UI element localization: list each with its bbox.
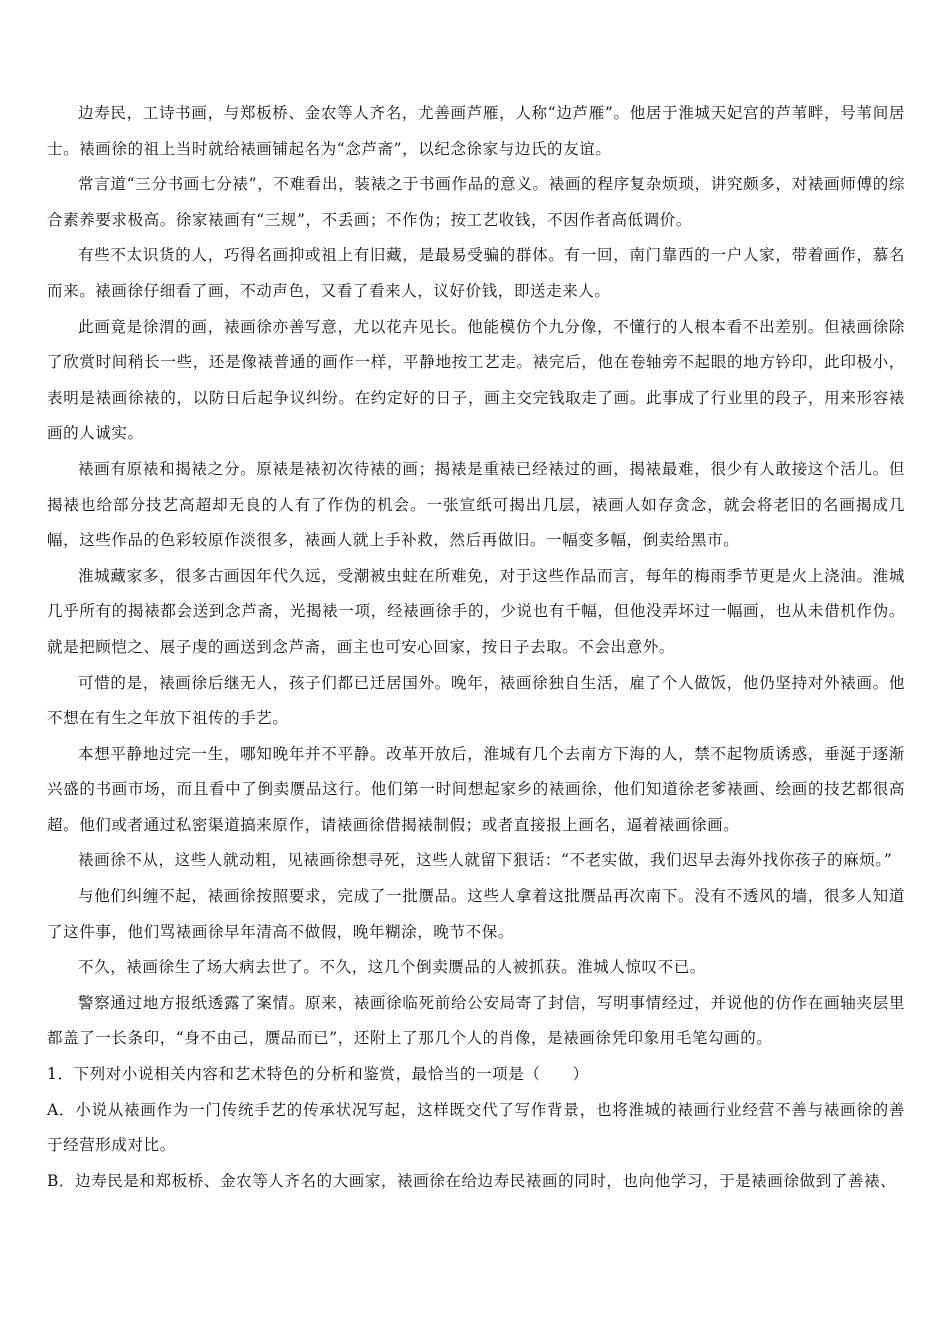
paragraph-2: 常言道“三分书画七分裱”，不难看出，装裱之于书画作品的意义。裱画的程序复杂烦琐，讲究颇多，对裱画师傅的综合素养要求极高。徐家裱画有“三规”，不丢画；不作伪；按工艺收钱，不因作者高低调价。 [47,175,905,229]
paragraph-7: 可惜的是，裱画徐后继无人，孩子们都已迁居国外。晚年，裱画徐独自生活，雇了个人做饭，他仍坚持对外裱画。他不想在有生之年放下祖传的手艺。 [47,673,905,728]
option-a[interactable]: A．小说从裱画作为一门传统手艺的传承状况写起，这样既交代了写作背景，也将淮城的裱画行业经营不善与裱画徐的善于经营形成对比。 [47,1100,905,1155]
paragraph-6: 淮城藏家多，很多古画因年代久远，受潮被虫蛀在所难免，对于这些作品而言，每年的梅雨季节更是火上浇油。淮城几乎所有的揭裱都会送到念芦斋，光揭裱一项，经裱画徐手的，少说也有千幅，但他没弄坏过一幅画，也从未借机作伪。就是把顾恺之、展子虔的画送到念芦斋，画主也可安心回家，按日子去取。不会出意外。 [47,566,905,656]
document-body [47,96,905,1199]
option-b[interactable]: B．边寿民是和郑板桥、金农等人齐名的大画家，裱画徐在给边寿民裱画的同时，也向他学习，于是裱画徐做到了善裱、 [47,1171,897,1190]
paragraph-3: 有些不太识货的人，巧得名画抑或祖上有旧藏，是最易受骗的群体。有一回，南门靠西的一户人家，带着画作，慕名而来。裱画徐仔细看了画，不动声色，又看了看来人，议好价钱，即送走来人。 [47,246,905,300]
paragraph-5: 裱画有原裱和揭裱之分。原裱是裱初次待裱的画；揭裱是重裱已经裱过的画，揭裱最难，很少有人敢接这个活儿。但揭裱也给部分技艺高超却无良的人有了作伪的机会。一张宣纸可揭出几层，裱画人如存贪念，就会将老旧的名画揭成几幅，这些作品的色彩较原作淡很多，裱画人就上手补救，然后再做旧。一幅变多幅，倒卖给黑市。 [47,459,905,550]
paragraph-12: 警察通过地方报纸透露了案情。原来，裱画徐临死前给公安局寄了封信，写明事情经过，并说他的仿作在画轴夹层里都盖了一长条印，“身不由己，赝品而已”，还附上了那几个人的肖像，是裱画徐凭印象用毛笔勾画的。 [47,993,905,1048]
paragraph-9: 裱画徐不从，这些人就动粗，见裱画徐想寻死，这些人就留下狠话：“不老实做，我们迟早去海外找你孩子的麻烦。” [78,851,893,870]
paragraph-1: 边寿民，工诗书画，与郑板桥、金农等人齐名，尤善画芦雁，人称“边芦雁”。他居于淮城天妃宫的芦苇畔，号苇间居士。裱画徐的祖上当时就给裱画铺起名为“念芦斋”，以纪念徐家与边氏的友谊。 [47,104,905,158]
paragraph-8: 本想平静地过完一生，哪知晚年并不平静。改革开放后，淮城有几个去南方下海的人，禁不起物质诱惑，垂涎于逐渐兴盛的书画市场，而且看中了倒卖赝品这行。他们第一时间想起家乡的裱画徐，他们知道徐老爹裱画、绘画的技艺都很高超。他们或者通过私密渠道搞来原作，请裱画徐借揭裱制假；或者直接报上画名，逼着裱画徐画。 [47,744,905,834]
question-stem: 1．下列对小说相关内容和艺术特色的分析和鉴赏，最恰当的一项是（ ） [47,1065,589,1084]
paragraph-11: 不久，裱画徐生了场大病去世了。不久，这几个倒卖赝品的人被抓获。淮城人惊叹不已。 [78,958,706,977]
story-passage [47,96,905,1057]
paragraph-10: 与他们纠缠不起，裱画徐按照要求，完成了一批赝品。这些人拿着这批赝品再次南下。没有不透风的墙，很多人知道了这件事，他们骂裱画徐早年清高不做假，晚年糊涂，晚节不保。 [47,887,905,941]
paragraph-4: 此画竟是徐渭的画，裱画徐亦善写意，尤以花卉见长。他能模仿个九分像，不懂行的人根本看不出差别。但裱画徐除了欣赏时间稍长一些，还是像裱普通的画作一样，平静地按工艺走。裱完后，他在卷轴旁不起眼的地方钤印，此印极小，表明是裱画徐裱的，以防日后起争议纠纷。在约定好的日子，画主交完钱取走了画。此事成了行业里的段子，用来形容裱画的人诚实。 [47,317,905,443]
question-1 [47,1057,905,1199]
